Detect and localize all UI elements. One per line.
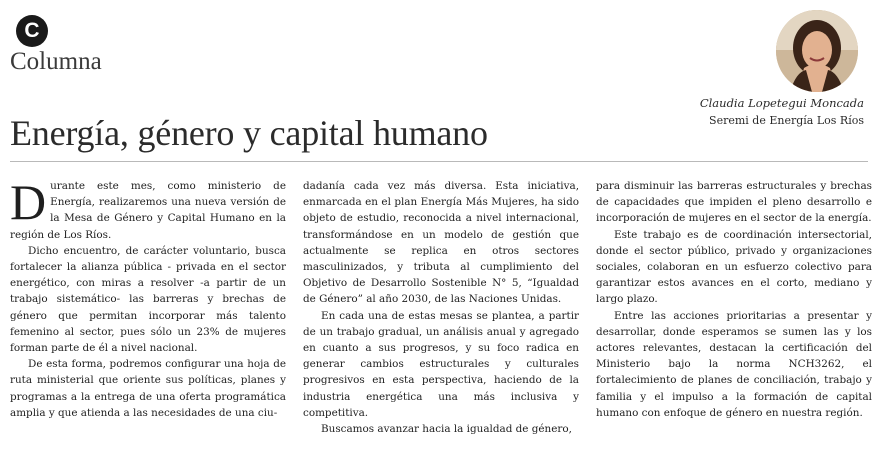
article-column-1 bbox=[10, 174, 286, 437]
author-name: Claudia Lopetegui Moncada bbox=[699, 96, 864, 110]
section-label: Columna bbox=[10, 48, 102, 75]
paragraph: De esta forma, podremos configurar una hoja de ruta ministerial que oriente sus políticas, planes y programas a la entrega de una oferta programática amplia y que atienda a las necesidades de una ciu- bbox=[10, 358, 286, 419]
author-role: Seremi de Energía Los Ríos bbox=[709, 114, 864, 127]
article-column-3 bbox=[596, 178, 872, 437]
paragraph: Durante este mes, como ministerio de Energía, realizaremos una nueva versión de la Mesa de Género y Capital Humano en la región de Los Ríos. bbox=[10, 174, 286, 241]
paragraph: dadanía cada vez más diversa. Esta iniciativa, enmarcada en el plan Energía Más Mujeres, ha sido objeto de estudio, reconocida a nivel internacional, transformándose en un modelo de gestión que actualmente se replica en otros sectores masculinizados, y tributa al cumplimiento del Objetivo de Desarrollo Sostenible N° 5, “Igualdad de Género” al año 2030, de las Naciones Unidas. bbox=[303, 180, 579, 306]
drop-cap: D bbox=[10, 174, 47, 230]
article-title: Energía, género y capital humano bbox=[10, 113, 488, 153]
column-badge bbox=[16, 15, 48, 47]
paragraph: Entre las acciones prioritarias a presentar y desarrollar, donde esperamos se sumen las y los actores relevantes, destacan la certificación del Ministerio bajo la norma NCH3262, el fortalecimiento de planes de conciliación, trabajo y familia y el impulso a la formación de capital humano con enfoque de género en nuestra región. bbox=[596, 309, 872, 419]
column-badge-letter: C bbox=[24, 19, 40, 42]
paragraph: Buscamos avanzar hacia la igualdad de género, bbox=[321, 423, 572, 436]
author-portrait-icon bbox=[776, 10, 858, 92]
article-body bbox=[10, 174, 872, 437]
article-column-2 bbox=[303, 178, 579, 437]
paragraph: En cada una de estas mesas se plantea, a partir de un trabajo gradual, un análisis anual y agregado en cuanto a sus progresos, y su foco radica en generar cambios estructurales y culturales progresivos en esta perspectiva, haciendo de la industria energética una más inclusiva y competitiva. bbox=[303, 309, 579, 419]
title-divider bbox=[10, 161, 868, 162]
paragraph: Dicho encuentro, de carácter voluntario, busca fortalecer la alianza pública - privada en el sector energético, con miras a resolver -a partir de un trabajo sistemático- las barreras y brechas de género que permitan incorporar más talento femenino al sector, pues sólo un 23% de mujeres forman parte de él a nivel nacional. bbox=[10, 244, 286, 355]
paragraph: para disminuir las barreras estructurales y brechas de capacidades que impiden el pleno desarrollo e incorporación de mujeres en el sector de la energía. bbox=[596, 180, 872, 225]
paragraph: Este trabajo es de coordinación intersectorial, donde el sector público, privado y organizaciones sociales, colaboran en un esfuerzo colectivo para garantizar estos avances en el corto, mediano y largo plazo. bbox=[596, 228, 872, 306]
author-avatar bbox=[776, 10, 858, 92]
